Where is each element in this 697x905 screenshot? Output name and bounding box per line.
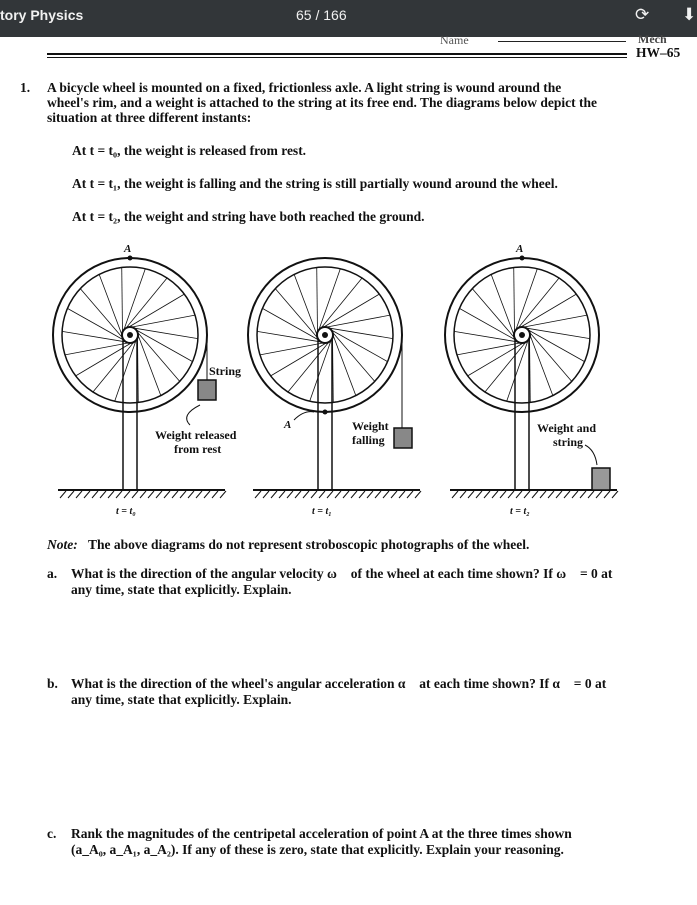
ground-hatch [484,491,490,498]
weight [394,428,412,448]
ground-hatch [196,491,202,498]
ground-hatch [572,491,578,498]
ground-hatch [476,491,482,498]
hw-label: HW–65 [636,45,681,60]
ground-hatch [335,491,341,498]
spoke [138,332,180,381]
point-a-label: A [124,243,132,255]
ground-hatch [604,491,610,498]
ground-hatch [460,491,466,498]
spoke [454,331,518,342]
ground-hatch [92,491,98,498]
ground-hatch [564,491,570,498]
instant-t2: At t = t₂, the weight and string have both reached the ground. [72,209,425,224]
spoke [514,268,515,333]
instant-t1: At t = t₁, the weight is falling and the string is still partially wound around the wheel. [72,176,558,191]
spoke [333,335,356,396]
spoke [530,335,553,396]
point-a-label: A [516,243,524,255]
question-b-line: any time, state that explicitly. Explain. [71,692,292,707]
spoke [472,289,514,338]
ground-hatch [367,491,373,498]
question-letter: a. [47,566,58,581]
ground-hatch [407,491,413,498]
ground-hatch [548,491,554,498]
spoke [138,335,161,396]
ground-hatch [132,491,138,498]
weight-on-ground [592,468,610,490]
spoke [528,330,584,362]
note-label: Note: [47,537,78,552]
ground-hatch [540,491,546,498]
ground-hatch [516,491,522,498]
ground-hatch [84,491,90,498]
ground-hatch [164,491,170,498]
ground-hatch [524,491,530,498]
spoke [321,278,362,328]
axle [127,332,133,338]
ground-hatch [383,491,389,498]
ground-hatch [596,491,602,498]
axle [322,332,328,338]
spoke [122,268,123,333]
intro-line: wheel's rim, and a weight is attached to the string at its free end. The diagrams below depict the [47,95,597,110]
spoke [275,289,317,338]
ground-hatch [204,491,210,498]
intro-line: situation at three different instants: [47,110,252,125]
ground-hatch [220,491,226,498]
spoke [126,278,167,328]
ground-hatch [359,491,365,498]
ground-hatch [327,491,333,498]
point-a-marker [323,410,328,415]
question-a-line: What is the direction of the angular velocity ω⃗ of the wheel at each time shown? If ω⃗ = 0 at [71,566,613,581]
problem-number: 1. [20,80,31,95]
ground-hatch [508,491,514,498]
ground-hatch [108,491,114,498]
string-label: String [209,364,242,378]
ground-hatch [375,491,381,498]
spoke [294,274,317,335]
ground-hatch [351,491,357,498]
ground-hatch [180,491,186,498]
ground-hatch [68,491,74,498]
spoke [62,331,126,342]
label-pointer [294,412,314,420]
spoke [124,269,145,330]
ground-hatch [295,491,301,498]
question-c-line: Rank the magnitudes of the centripetal acceleration of point A at the three times shown [71,826,572,841]
spoke [457,343,521,355]
ground-hatch [500,491,506,498]
ground-hatch [100,491,106,498]
time-label: t = t₂ [510,506,530,517]
spoke [99,274,122,335]
spoke [317,268,318,333]
ground-hatch [311,491,317,498]
ground-hatch [319,491,325,498]
question-letter: c. [47,826,57,841]
falling-label: Weight [352,419,389,433]
question-a-line: any time, state that explicitly. Explain. [71,582,292,597]
ground-hatch [148,491,154,498]
label-pointer [585,445,597,465]
ground-hatch [140,491,146,498]
ground-hatch [492,491,498,498]
ground-hatch [156,491,162,498]
ground-hatch [255,491,261,498]
ground-hatch [452,491,458,498]
spoke [67,308,123,340]
ground-hatch [76,491,82,498]
download-icon[interactable]: ⬇ [682,5,697,24]
time-label: t = t₁ [312,506,332,517]
label-pointer [187,405,200,425]
spoke [260,343,324,355]
ground-hatch [116,491,122,498]
spoke [257,331,321,342]
point-a-label: A [284,419,292,431]
spoke [262,308,318,340]
released-label: from rest [174,442,222,456]
spoke [136,330,192,362]
ground-hatch [580,491,586,498]
ground-hatch [468,491,474,498]
spoke [491,274,514,335]
ground-label: Weight and [537,421,597,435]
question-letter: b. [47,676,58,691]
ground-hatch [399,491,405,498]
ground-hatch [212,491,218,498]
falling-label: falling [352,433,385,447]
spoke [80,289,122,338]
rotate-icon[interactable]: ⟳ [635,5,650,24]
ground-hatch [343,491,349,498]
spoke [331,330,387,362]
spoke [329,328,393,339]
instant-t0: At t = t₀, the weight is released from rest. [72,143,307,158]
spoke [65,343,129,355]
released-label: Weight released [155,428,237,442]
spoke [459,308,515,340]
note-text: The above diagrams do not represent stroboscopic photographs of the wheel. [88,537,530,552]
ground-hatch [279,491,285,498]
ground-hatch [303,491,309,498]
name-label: Name [440,33,469,47]
intro-line: A bicycle wheel is mounted on a fixed, frictionless axle. A light string is wound around the [47,80,562,95]
ground-hatch [124,491,130,498]
weight [198,380,216,400]
spoke [319,269,340,330]
ground-hatch [532,491,538,498]
ground-hatch [271,491,277,498]
ground-hatch [415,491,421,498]
axle [519,332,525,338]
ground-hatch [391,491,397,498]
document-title: tory Physics [0,7,84,23]
ground-hatch [172,491,178,498]
spoke [518,278,559,328]
time-label: t = t₀ [116,506,136,517]
ground-hatch [263,491,269,498]
ground-hatch [612,491,618,498]
question-b-line: What is the direction of the wheel's angular acceleration α⃗ at each time shown? If α⃗ = 0 at [71,676,607,691]
course-label: Mech [638,32,667,46]
ground-hatch [188,491,194,498]
ground-hatch [556,491,562,498]
spoke [134,328,198,339]
spoke [526,328,590,339]
spoke [516,269,537,330]
spoke [326,315,390,327]
ground-hatch [287,491,293,498]
spoke [523,315,587,327]
ground-label: string [553,435,583,449]
question-c-line: (a_A₀, a_A₁, a_A₂). If any of these is zero, state that explicitly. Explain your reasoning. [71,842,564,857]
page-indicator[interactable]: 65 / 166 [296,7,347,23]
spoke [333,332,375,381]
ground-hatch [60,491,66,498]
spoke [131,315,195,327]
ground-hatch [588,491,594,498]
spoke [530,332,572,381]
